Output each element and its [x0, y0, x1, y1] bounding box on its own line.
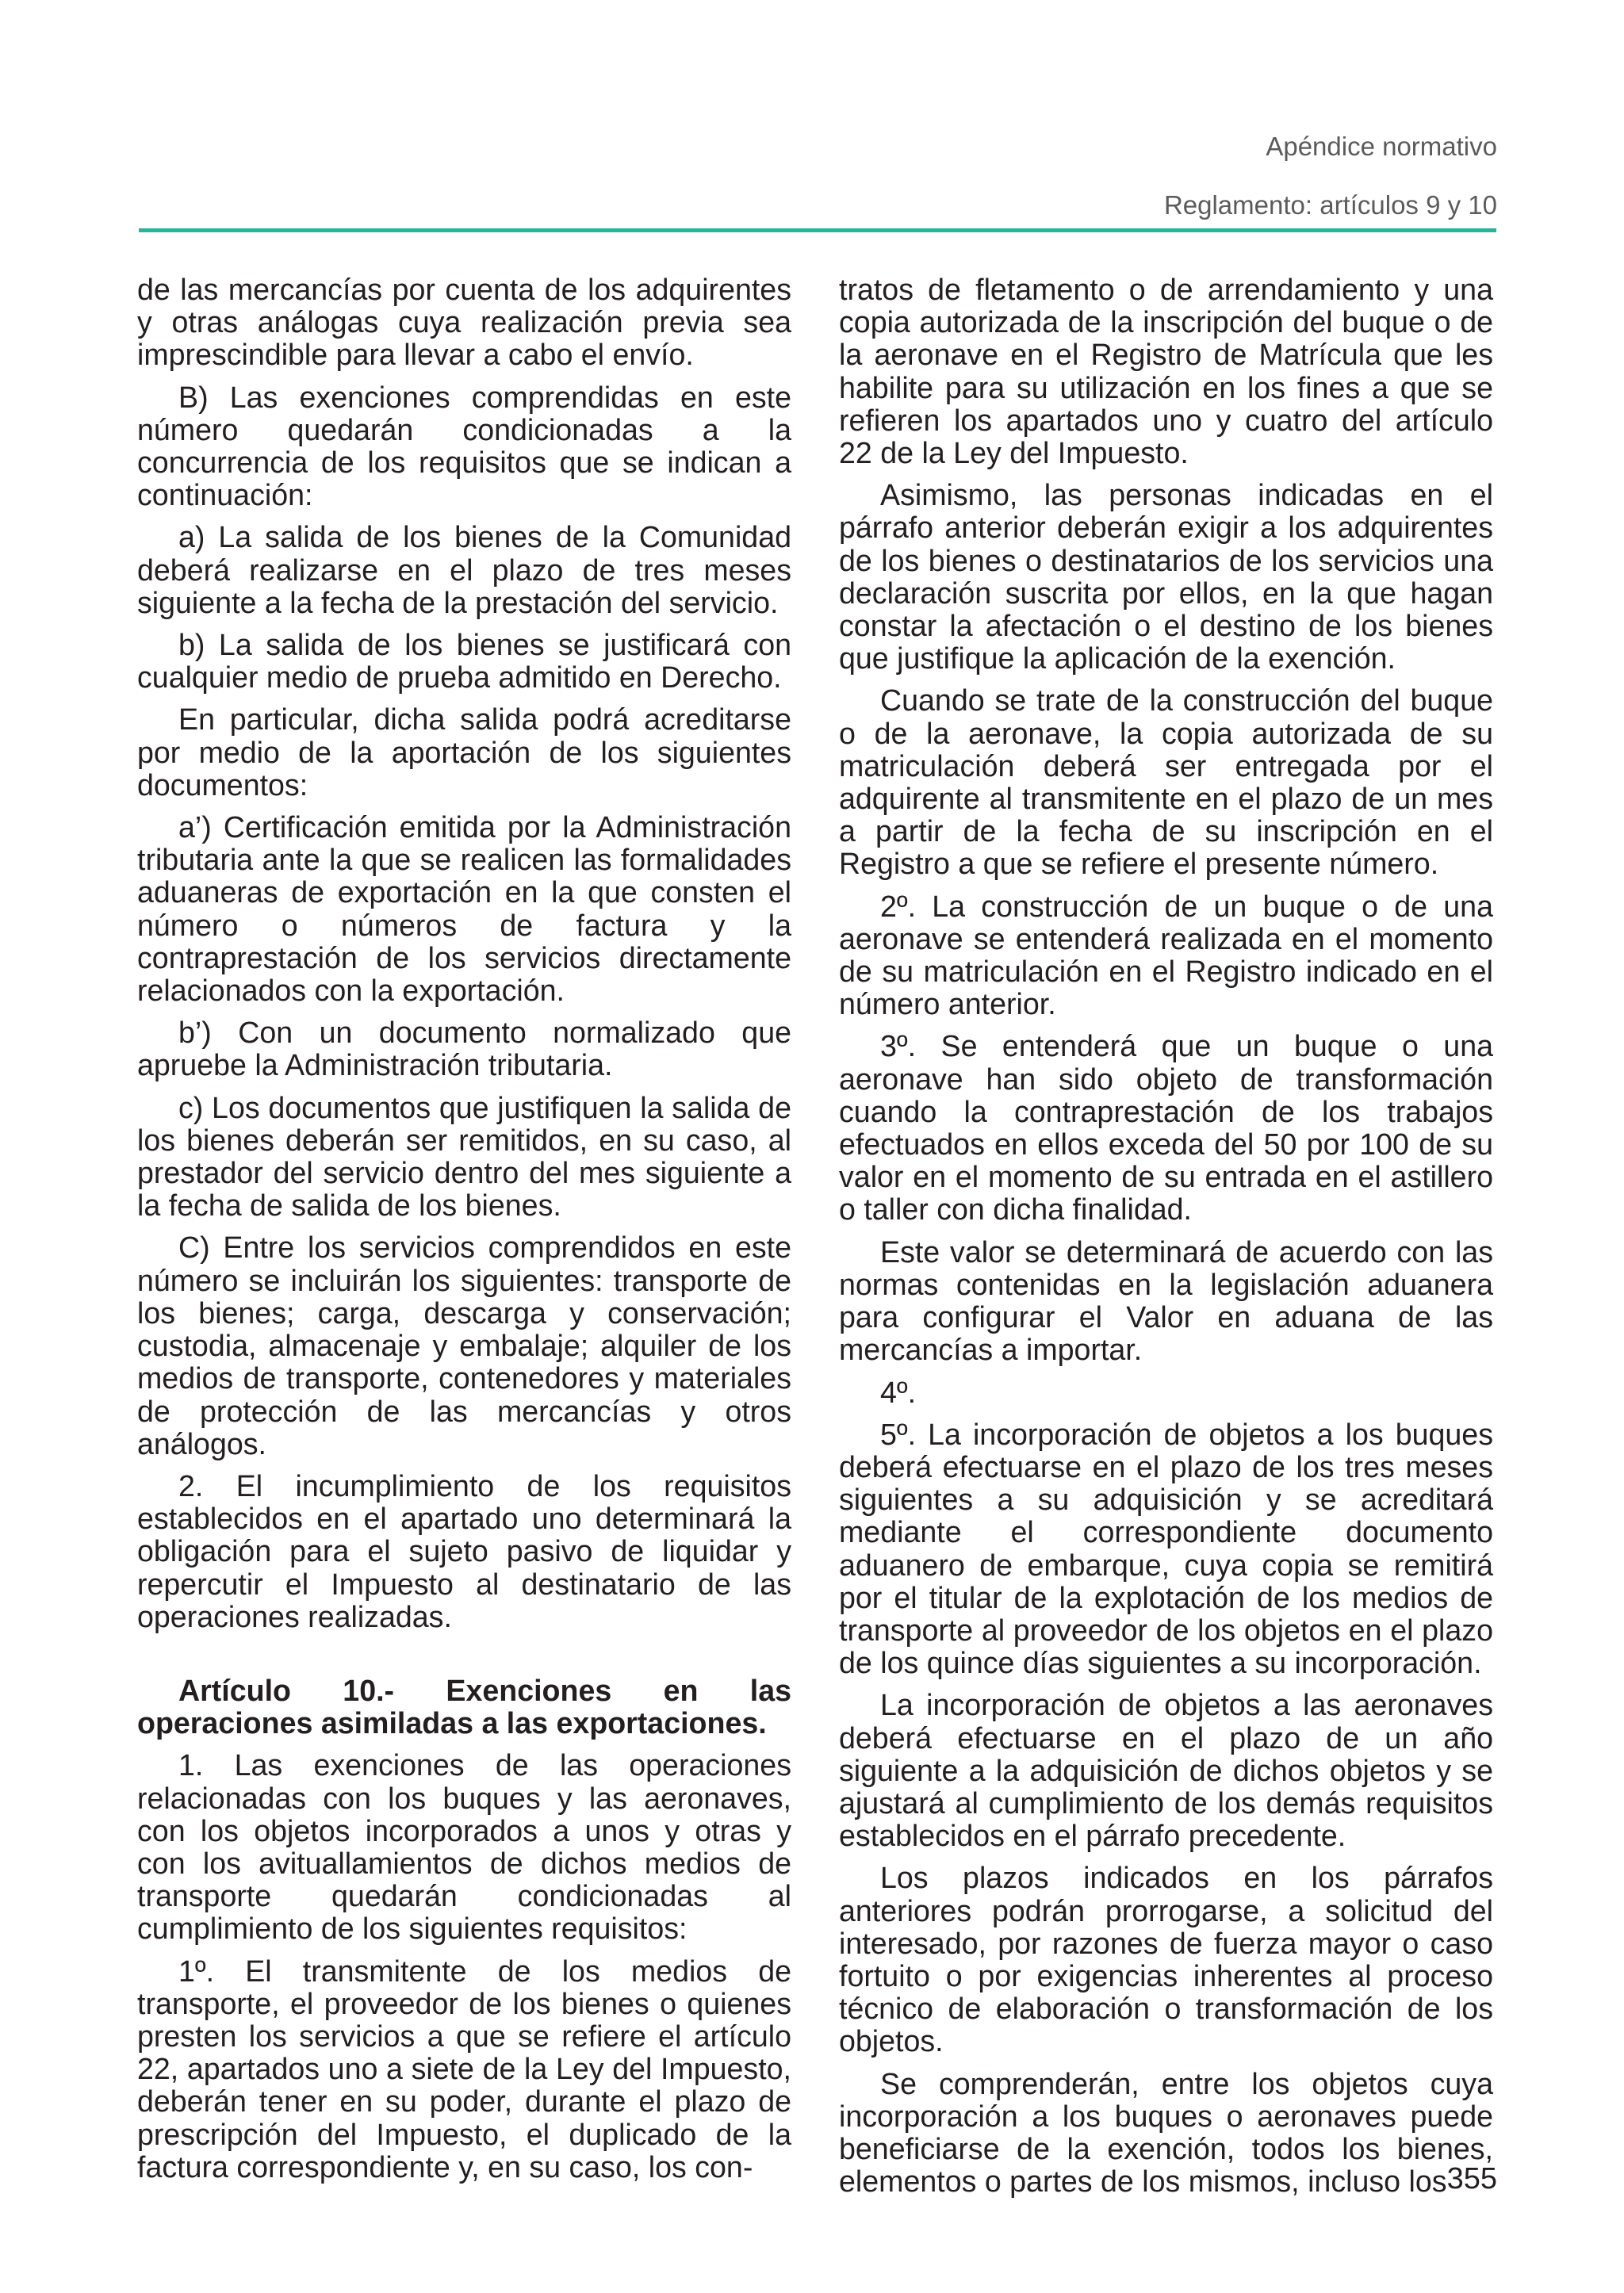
running-head-section: Apéndice normativo: [1266, 132, 1497, 161]
paragraph: 4º.: [880, 1375, 917, 1409]
header-divider: [139, 228, 1496, 232]
running-head-subsection: Reglamento: artículos 9 y 10: [1163, 190, 1497, 220]
paragraph: 1º. El transmitente de los medios de transporte, el proveedor de los bienes o quienes presten los servicios a que se refiere el artículo 22, apartados uno a siete de la Ley del Impuesto, deberán tener en su poder, durante el plazo de prescripción del Impuesto, el duplicado de la factura correspondiente y, en su caso, los con-: [137, 1954, 791, 2184]
right-column: [839, 274, 1493, 2207]
paragraph: 5º. La incorporación de objetos a los buques deberá efectuarse en el plazo de los tres meses siguientes a su adquisición y se acreditará mediante el correspondiente documento aduanero de embarque, cuya copia se remitirá por el titular de la explotación de los medios de transporte al proveedor de los objetos en el plazo de los quince días siguientes a su incorporación.: [839, 1417, 1493, 1680]
paragraph: 1. Las exenciones de las operaciones relacionadas con los buques y las aeronaves, con los objetos incorporados a unos y otras y con los avituallamientos de dichos medios de transporte quedarán condicionadas al cumplimiento de los siguientes requisitos:: [137, 1748, 791, 1946]
paragraph: 2. El incumplimiento de los requisitos establecidos en el apartado uno determinará la obligación para el sujeto pasivo de liquidar y repercutir el Impuesto al destinatario de las operaciones realizadas.: [137, 1468, 791, 1633]
article-heading: Artículo 10.- Exenciones en las operaciones asimiladas a las exportaciones.: [137, 1673, 791, 1740]
paragraph: a’) Certificación emitida por la Administración tributaria ante la que se realicen las formalidades aduaneras de exportación en la que consten el número o números de factura y la contraprestación de los servicios directamente relacionados con la exportación.: [137, 810, 791, 1008]
paragraph: b) La salida de los bienes se justificará con cualquier medio de prueba admitido en Derecho.: [137, 628, 791, 695]
left-column: [137, 274, 791, 2193]
paragraph: Este valor se determinará de acuerdo con las normas contenidas en la legislación aduanera para configurar el Valor en aduana de las mercancías a importar.: [839, 1235, 1493, 1367]
paragraph: c) Los documentos que justifiquen la salida de los bienes deberán ser remitidos, en su caso, al prestador del servicio dentro del mes siguiente a la fecha de salida de los bienes.: [137, 1090, 791, 1223]
paragraph: b’) Con un documento normalizado que apruebe la Administración tributaria.: [137, 1016, 791, 1082]
paragraph: Los plazos indicados en los párrafos anteriores podrán prorrogarse, a solicitud del interesado, por razones de fuerza mayor o caso fortuito o por exigencias inherentes al proceso técnico de elaboración o transformación de los objetos.: [839, 1861, 1493, 2058]
paragraph: de las mercancías por cuenta de los adquirentes y otras análogas cuya realización previa sea imprescindible para llevar a cabo el envío.: [137, 273, 791, 372]
page-number: 355: [1446, 2162, 1497, 2195]
paragraph: tratos de fletamento o de arrendamiento y una copia autorizada de la inscripción del buque o de la aeronave en el Registro de Matrícula que les habilite para su utilización en los fines a que se refieren los apartados uno y cuatro del artículo 22 de la Ley del Impuesto.: [839, 273, 1493, 470]
paragraph: La incorporación de objetos a las aeronaves deberá efectuarse en el plazo de un año siguiente a la adquisición de dichos objetos y se ajustará al cumplimiento de los demás requisitos establecidos en el párrafo precedente.: [839, 1688, 1493, 1853]
paragraph: B) Las exenciones comprendidas en este número quedarán condicionadas a la concurrencia de los requisitos que se indican a continuación:: [137, 380, 791, 512]
paragraph: 2º. La construcción de un buque o de una aeronave se entenderá realizada en el momento de su matriculación en el Registro indicado en el número anterior.: [839, 889, 1493, 1021]
paragraph: Se comprenderán, entre los objetos cuya incorporación a los buques o aeronaves puede beneficiarse de la exención, todos los bienes, elementos o partes de los mismos, incluso los: [839, 2066, 1493, 2199]
paragraph: a) La salida de los bienes de la Comunidad deberá realizarse en el plazo de tres meses siguiente a la fecha de la prestación del servicio.: [137, 520, 791, 619]
paragraph: C) Entre los servicios comprendidos en este número se incluirán los siguientes: transporte de los bienes; carga, descarga y conservación; custodia, almacenaje y embalaje; alquiler de los medios de transporte, contenedores y materiales de protección de las mercancías y otros análogos.: [137, 1231, 791, 1460]
paragraph: 3º. Se entenderá que un buque o una aeronave han sido objeto de transformación cuando la contraprestación de los trabajos efectuados en ellos exceda del 50 por 100 de su valor en el momento de su entrada en el astillero o taller con dicha finalidad.: [839, 1029, 1493, 1227]
paragraph: Asimismo, las personas indicadas en el párrafo anterior deberán exigir a los adquirentes de los bienes o destinatarios de los servicios una declaración suscrita por ellos, en la que hagan constar la afectación o el destino de los bienes que justifique la aplicación de la exención.: [839, 478, 1493, 676]
paragraph: Cuando se trate de la construcción del buque o de la aeronave, la copia autorizada de su matriculación deberá ser entregada por el adquirente al transmitente en el plazo de un mes a partir de la fecha de su inscripción en el Registro a que se refiere el presente número.: [839, 683, 1493, 881]
paragraph: En particular, dicha salida podrá acreditarse por medio de la aportación de los siguientes documentos:: [137, 702, 791, 802]
